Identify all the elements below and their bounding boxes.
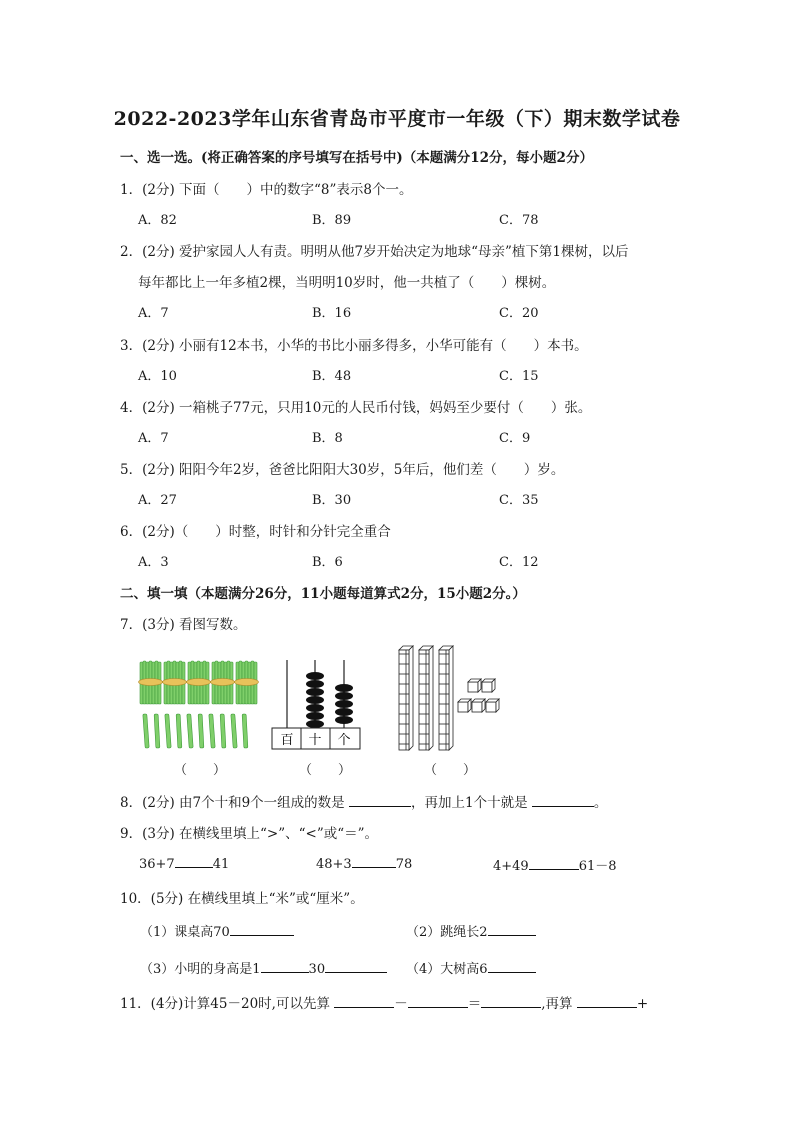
question-9-blank-2[interactable] <box>352 855 396 868</box>
question-9-item-3 <box>493 855 617 874</box>
question-8-blank-1[interactable] <box>349 794 411 807</box>
question-1-option-b[interactable]: B．89 <box>312 213 352 228</box>
question-4-option-a[interactable]: A．7 <box>138 431 169 446</box>
sticks-bundles-image <box>138 656 270 752</box>
page-title: 2022-2023学年山东省青岛市平度市一年级（下）期末数学试卷 <box>113 108 681 130</box>
question-1-stem: 1．(2分) 下面（ ）中的数字“8”表示8个一。 <box>120 182 413 198</box>
question-8-text-3: 。 <box>593 795 608 811</box>
question-11-blank-2[interactable] <box>408 995 468 1008</box>
question-8-text-2: ，再加上1个十就是 <box>410 795 528 811</box>
abacus-image <box>270 658 362 751</box>
question-10-blank-1[interactable] <box>230 923 294 936</box>
question-11-minus: － <box>394 996 408 1012</box>
question-1-option-a[interactable]: A．82 <box>138 213 177 228</box>
question-10-blank-2[interactable] <box>488 923 536 936</box>
question-7-answer-1[interactable]: （ ） <box>174 763 227 778</box>
question-11-blank-1[interactable] <box>334 995 394 1008</box>
abacus-label-tens: 十 <box>308 733 322 748</box>
question-6-stem: 6．(2分)（ ）时整，时针和分针完全重合 <box>120 524 391 540</box>
question-11-blank-4[interactable] <box>577 995 637 1008</box>
question-10-blank-3b[interactable] <box>325 960 387 973</box>
question-6-option-c[interactable]: C．12 <box>499 555 539 570</box>
question-9-blank-3[interactable] <box>529 857 579 870</box>
question-3-option-a[interactable]: A．10 <box>138 369 177 384</box>
question-5-option-a[interactable]: A．27 <box>138 493 177 508</box>
question-9-item-2-left: 48+3 <box>316 857 352 872</box>
question-8 <box>120 791 607 811</box>
question-2-stem-line2: 每年都比上一年多植2棵，当明明10岁时，他一共植了（ ）棵树。 <box>138 275 556 291</box>
question-10-stem: 10．(5分) 在横线里填上“米”或“厘米”。 <box>120 891 364 907</box>
question-10-item-1 <box>140 921 294 940</box>
question-8-text-1: 8．(2分) 由7个十和9个一组成的数是 <box>120 795 345 811</box>
question-2-option-a[interactable]: A．7 <box>138 306 169 321</box>
question-10-item-2-text: （2）跳绳长2 <box>406 925 488 940</box>
question-11-plus: + <box>636 996 649 1012</box>
question-9-item-1-right: 41 <box>212 857 230 872</box>
question-5-option-b[interactable]: B．30 <box>312 493 352 508</box>
base-ten-blocks-image <box>396 644 510 754</box>
question-7-answer-2[interactable]: （ ） <box>299 763 352 778</box>
question-2-stem: 2．(2分) 爱护家园人人有责。明明从他7岁开始决定为地球“母亲”植下第1棵树，以后 <box>120 244 629 260</box>
question-2-option-b[interactable]: B．16 <box>312 306 352 321</box>
question-9-item-3-left: 4+49 <box>493 859 529 874</box>
question-9-stem: 9．(3分) 在横线里填上“>”、“<”或“＝”。 <box>120 826 379 842</box>
question-8-blank-2[interactable] <box>532 794 594 807</box>
section-1-heading: 一、选一选。(将正确答案的序号填写在括号中)（本题满分12分，每小题2分） <box>120 150 593 166</box>
question-10-item-3 <box>140 958 387 977</box>
question-9-item-1-left: 36+7 <box>139 857 175 872</box>
question-1-option-c[interactable]: C．78 <box>499 213 539 228</box>
question-2-option-c[interactable]: C．20 <box>499 306 539 321</box>
question-9-item-2 <box>316 855 412 872</box>
question-3-stem: 3．(2分) 小丽有12本书，小华的书比小丽多得多，小华可能有（ ）本书。 <box>120 338 588 354</box>
abacus-label-hundreds: 百 <box>280 733 294 748</box>
question-9-item-1 <box>139 855 229 872</box>
question-9-blank-1[interactable] <box>175 855 213 868</box>
question-9-item-2-right: 78 <box>395 857 413 872</box>
question-3-option-c[interactable]: C．15 <box>499 369 539 384</box>
question-11-text-1: 11．(4分)计算45－20时,可以先算 <box>120 996 330 1012</box>
question-10-item-2 <box>406 921 536 940</box>
question-11-text-2: ,再算 <box>541 996 573 1012</box>
question-10-item-4 <box>406 958 536 977</box>
question-4-option-c[interactable]: C．9 <box>499 431 531 446</box>
question-11-equals: ＝ <box>467 996 482 1012</box>
question-7-stem: 7．(3分) 看图写数。 <box>120 617 247 633</box>
question-10-item-4-text: （4）大树高6 <box>406 962 488 977</box>
question-10-item-1-text: （1）课桌高70 <box>140 925 230 940</box>
abacus-label-ones: 个 <box>337 733 351 748</box>
question-6-option-b[interactable]: B．6 <box>312 555 343 570</box>
question-5-option-c[interactable]: C．35 <box>499 493 539 508</box>
question-11-blank-3[interactable] <box>481 995 541 1008</box>
question-10-blank-4[interactable] <box>488 960 536 973</box>
question-7-answer-3[interactable]: （ ） <box>424 763 477 778</box>
question-5-stem: 5．(2分) 阳阳今年2岁，爸爸比阳阳大30岁，5年后，他们差（ ）岁。 <box>120 462 565 478</box>
question-11 <box>120 992 648 1012</box>
question-6-option-a[interactable]: A．3 <box>138 555 169 570</box>
question-4-stem: 4．(2分) 一箱桃子77元，只用10元的人民币付钱，妈妈至少要付（ ）张。 <box>120 400 592 416</box>
question-10-item-3-text-b: 30 <box>308 962 326 977</box>
section-2-heading: 二、填一填（本题满分26分，11小题每道算式2分，15小题2分。） <box>120 586 526 602</box>
question-10-blank-3a[interactable] <box>261 960 309 973</box>
question-9-item-3-right: 61－8 <box>578 859 617 874</box>
question-10-item-3-text-a: （3）小明的身高是1 <box>140 962 261 977</box>
question-4-option-b[interactable]: B．8 <box>312 431 343 446</box>
question-3-option-b[interactable]: B．48 <box>312 369 352 384</box>
